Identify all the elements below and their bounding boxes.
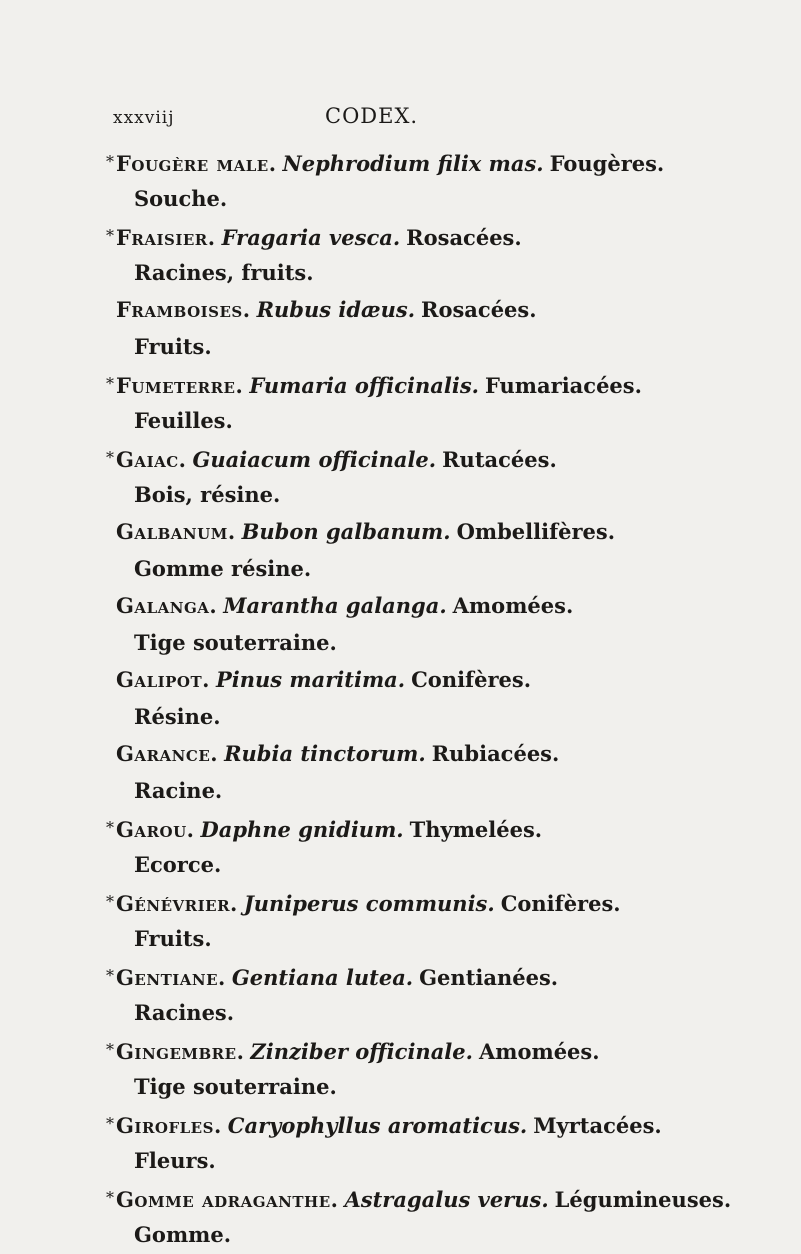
asterisk-mark: * (106, 818, 114, 837)
asterisk-mark: * (106, 1114, 114, 1133)
list-item (106, 366, 796, 440)
latin-name: Caryophyllus aromaticus. (227, 1113, 528, 1138)
latin-name: Guaiacum officinale. (192, 447, 437, 472)
list-item (106, 440, 796, 514)
list-item (106, 1032, 796, 1106)
plant-family: Rosacées. (406, 225, 522, 250)
asterisk-mark: * (106, 1188, 114, 1207)
latin-name: Rubus idæus. (256, 297, 416, 322)
latin-name: Pinus maritima. (215, 667, 406, 692)
entry-heading (106, 662, 796, 698)
plant-family: Conifères. (500, 891, 621, 916)
asterisk-mark: * (106, 892, 114, 911)
part-used: Fruits. (134, 334, 212, 359)
list-item (106, 588, 796, 662)
latin-name: Fragaria vesca. (221, 225, 401, 250)
latin-name: Nephrodium filix mas. (282, 151, 544, 176)
page-number: xxxviij (113, 108, 175, 128)
list-item (106, 810, 796, 884)
entry-heading (106, 736, 796, 772)
entry-heading (106, 810, 796, 846)
asterisk-mark: * (106, 226, 114, 245)
list-item (106, 144, 796, 218)
common-name: Fougère male. (116, 151, 277, 176)
latin-name: Marantha galanga. (223, 593, 447, 618)
plant-family: Gentianées. (419, 965, 559, 990)
entry-heading (106, 292, 796, 328)
asterisk-mark: * (106, 374, 114, 393)
latin-name: Astragalus verus. (344, 1187, 549, 1212)
entry-heading (106, 1032, 796, 1068)
entry-heading (106, 218, 796, 254)
entry-heading (106, 366, 796, 402)
part-used: Gomme. (134, 1222, 232, 1247)
part-used: Racine. (134, 778, 223, 803)
latin-name: Zinziber officinale. (250, 1039, 473, 1064)
part-used: Résine. (134, 704, 221, 729)
list-item (106, 736, 796, 810)
plant-family: Myrtacées. (533, 1113, 662, 1138)
page-header (113, 104, 633, 138)
entry-heading (106, 958, 796, 994)
common-name: Gingembre. (116, 1039, 245, 1064)
entry-heading (106, 588, 796, 624)
plant-family: Rutacées. (442, 447, 557, 472)
part-used: Feuilles. (134, 408, 233, 433)
asterisk-mark: * (106, 1040, 114, 1059)
part-used: Bois, résine. (134, 482, 281, 507)
part-used: Fleurs. (134, 1148, 216, 1173)
common-name: Gentiane. (116, 965, 226, 990)
plant-family: Rubiacées. (431, 741, 560, 766)
common-name: Galipot. (116, 667, 210, 692)
plant-family: Conifères. (411, 667, 532, 692)
plant-family: Légumineuses. (554, 1187, 732, 1212)
entry-list (106, 144, 796, 1254)
asterisk-mark: * (106, 152, 114, 171)
plant-family: Ombellifères. (456, 519, 616, 544)
running-title: CODEX. (325, 104, 419, 128)
latin-name: Fumaria officinalis. (249, 373, 479, 398)
part-used: Souche. (134, 186, 228, 211)
list-item (106, 218, 796, 292)
common-name: Garance. (116, 741, 219, 766)
list-item (106, 292, 796, 366)
plant-family: Amomées. (478, 1039, 600, 1064)
entry-heading (106, 1180, 796, 1216)
common-name: Galbanum. (116, 519, 236, 544)
latin-name: Gentiana lutea. (231, 965, 414, 990)
entry-heading (106, 884, 796, 920)
common-name: Gomme adraganthe. (116, 1187, 339, 1212)
latin-name: Daphne gnidium. (200, 817, 404, 842)
part-used: Gomme résine. (134, 556, 312, 581)
plant-family: Thymelées. (409, 817, 543, 842)
latin-name: Rubia tinctorum. (224, 741, 426, 766)
list-item (106, 884, 796, 958)
common-name: Girofles. (116, 1113, 222, 1138)
list-item (106, 1106, 796, 1180)
plant-family: Fougères. (549, 151, 665, 176)
entry-heading (106, 514, 796, 550)
plant-family: Rosacées. (421, 297, 537, 322)
part-used: Fruits. (134, 926, 212, 951)
plant-family: Fumariacées. (485, 373, 642, 398)
part-used: Tige souterraine. (134, 630, 337, 655)
common-name: Gaiac. (116, 447, 187, 472)
common-name: Garou. (116, 817, 195, 842)
entry-heading (106, 440, 796, 476)
common-name: Fumeterre. (116, 373, 244, 398)
plant-family: Amomées. (452, 593, 574, 618)
entry-heading (106, 144, 796, 180)
part-used: Racines, fruits. (134, 260, 314, 285)
entry-heading (106, 1106, 796, 1142)
asterisk-mark: * (106, 448, 114, 467)
list-item (106, 958, 796, 1032)
part-used: Ecorce. (134, 852, 222, 877)
common-name: Génévrier. (116, 891, 238, 916)
common-name: Galanga. (116, 593, 218, 618)
part-used: Racines. (134, 1000, 235, 1025)
list-item (106, 514, 796, 588)
list-item (106, 1180, 796, 1254)
common-name: Fraisier. (116, 225, 216, 250)
latin-name: Juniperus communis. (243, 891, 495, 916)
common-name: Framboises. (116, 297, 251, 322)
list-item (106, 662, 796, 736)
asterisk-mark: * (106, 966, 114, 985)
latin-name: Bubon galbanum. (241, 519, 451, 544)
part-used: Tige souterraine. (134, 1074, 337, 1099)
